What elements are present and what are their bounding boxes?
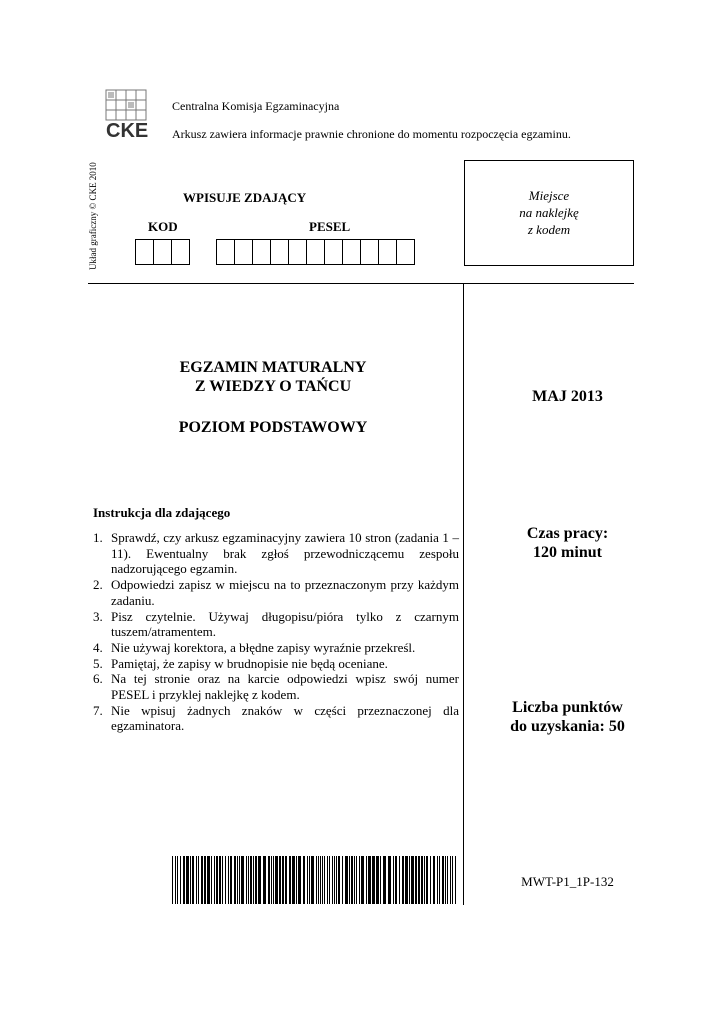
pesel-field[interactable] <box>216 239 414 265</box>
barcode-bar <box>439 856 440 904</box>
pesel-cell[interactable] <box>360 239 379 265</box>
barcode-bar <box>279 856 281 904</box>
list-item: 3. Pisz czytelnie. Używaj długopisu/pióra tylko z czarnym tuszem/atramentem. <box>93 608 459 640</box>
barcode-bar <box>421 856 423 904</box>
barcode-bar <box>307 856 308 904</box>
barcode-bar <box>241 856 244 904</box>
barcode-bar <box>198 856 199 904</box>
barcode-bar <box>275 856 278 904</box>
barcode-bar <box>320 856 321 904</box>
exam-title-line-1: EGZAMIN MATURALNY <box>179 359 367 376</box>
pesel-cell[interactable] <box>342 239 361 265</box>
barcode-bar <box>175 856 176 904</box>
barcode-bar <box>190 856 191 904</box>
barcode-bar <box>376 856 379 904</box>
barcode-bar <box>273 856 274 904</box>
barcode-bar <box>186 856 189 904</box>
barcode-bar <box>418 856 420 904</box>
barcode-bar <box>359 856 360 904</box>
kod-label: KOD <box>148 219 178 234</box>
org-name: Centralna Komisja Egzaminacyjna <box>172 99 340 113</box>
pesel-cell[interactable] <box>270 239 289 265</box>
barcode-bar <box>234 856 236 904</box>
barcode-bar <box>298 856 301 904</box>
barcode-bar <box>228 856 229 904</box>
barcode-bar <box>437 856 438 904</box>
pesel-cell[interactable] <box>324 239 343 265</box>
barcode-bar <box>349 856 350 904</box>
exam-level: POZIOM PODSTAWOWY <box>178 419 368 436</box>
barcode-bar <box>316 856 317 904</box>
time-value: 120 minut <box>533 544 602 561</box>
barcode-bar <box>239 856 240 904</box>
sticker-line-2: na naklejkę <box>519 205 579 220</box>
list-item: 4. Nie używaj korektora, a błędne zapisy wyraźnie przekreśl. <box>93 639 416 655</box>
sticker-line-3: z kodem <box>527 222 571 237</box>
barcode-bar <box>332 856 333 904</box>
pesel-cell[interactable] <box>378 239 397 265</box>
pesel-cell[interactable] <box>306 239 325 265</box>
barcode-bar <box>383 856 386 904</box>
instructions-list <box>93 530 459 734</box>
barcode-bar <box>356 856 357 904</box>
barcode-bar <box>442 856 444 904</box>
barcode <box>172 856 458 904</box>
points-value: do uzyskania: 50 <box>510 718 625 735</box>
barcode-bar <box>271 856 272 904</box>
sticker-box <box>464 160 634 266</box>
barcode-bar <box>318 856 319 904</box>
list-item: 5. Pamiętaj, że zapisy w brudnopisie nie będą oceniane. <box>93 655 388 671</box>
barcode-bar <box>250 856 252 904</box>
barcode-bar <box>303 856 305 904</box>
barcode-bar <box>214 856 215 904</box>
barcode-bar <box>351 856 353 904</box>
cke-logo <box>104 88 150 140</box>
barcode-bar <box>409 856 410 904</box>
barcode-bar <box>309 856 310 904</box>
barcode-bar <box>338 856 340 904</box>
barcode-bar <box>201 856 203 904</box>
barcode-bar <box>424 856 425 904</box>
notice-text: Arkusz zawiera informacje prawnie chronione do momentu rozpoczęcia egzaminu. <box>172 127 571 141</box>
barcode-bar <box>366 856 367 904</box>
logo-text: CKE <box>106 120 149 140</box>
barcode-bar <box>402 856 404 904</box>
pesel-cell[interactable] <box>288 239 307 265</box>
barcode-bar <box>268 856 270 904</box>
pesel-cell[interactable] <box>252 239 271 265</box>
barcode-bar <box>258 856 261 904</box>
kod-field[interactable] <box>135 239 189 265</box>
barcode-bar <box>426 856 428 904</box>
barcode-bar <box>329 856 330 904</box>
barcode-bar <box>430 856 431 904</box>
barcode-bar <box>292 856 295 904</box>
barcode-bar <box>445 856 446 904</box>
barcode-bar <box>311 856 314 904</box>
pesel-cell[interactable] <box>216 239 235 265</box>
barcode-bar <box>253 856 254 904</box>
pesel-label: PESEL <box>309 219 351 234</box>
barcode-bar <box>345 856 348 904</box>
time-label: Czas pracy: <box>526 525 609 542</box>
list-item: 1. Sprawdź, czy arkusz egzaminacyjny zawiera 10 stron (zadania 1 – 11). Ewentualny brak zgłoś przewodniczącemu zespołu nadzorującego egzamin. <box>93 530 459 577</box>
barcode-bar <box>296 856 297 904</box>
list-item: 7. Nie wpisuj żadnych znaków w części przeznaczonej dla egzaminatora. <box>93 702 459 734</box>
barcode-bar <box>207 856 210 904</box>
exam-title-line-2: Z WIEDZY O TAŃCU <box>194 378 352 395</box>
barcode-bar <box>322 856 323 904</box>
barcode-bar <box>177 856 178 904</box>
barcode-bar <box>204 856 206 904</box>
barcode-bar <box>225 856 226 904</box>
barcode-bar <box>289 856 291 904</box>
kod-cell[interactable] <box>153 239 172 265</box>
barcode-bar <box>216 856 218 904</box>
barcode-bar <box>196 856 197 904</box>
barcode-bar <box>354 856 355 904</box>
barcode-bar <box>327 856 328 904</box>
barcode-bar <box>411 856 414 904</box>
barcode-bar <box>455 856 456 904</box>
barcode-bar <box>405 856 408 904</box>
barcode-bar <box>380 856 381 904</box>
barcode-bar <box>263 856 266 904</box>
barcode-bar <box>342 856 343 904</box>
barcode-bar <box>211 856 212 904</box>
barcode-bar <box>450 856 451 904</box>
barcode-bar <box>172 856 173 904</box>
barcode-bar <box>237 856 238 904</box>
barcode-bar <box>183 856 185 904</box>
barcode-bar <box>452 856 453 904</box>
instructions-heading: Instrukcja dla zdającego <box>93 505 231 520</box>
kod-cell[interactable] <box>171 239 190 265</box>
barcode-bar <box>255 856 257 904</box>
barcode-bar <box>372 856 375 904</box>
divider-horizontal <box>88 283 634 284</box>
barcode-bar <box>388 856 391 904</box>
barcode-bar <box>285 856 287 904</box>
barcode-bar <box>222 856 223 904</box>
barcode-bar <box>334 856 335 904</box>
barcode-bar <box>399 856 400 904</box>
barcode-bar <box>180 856 181 904</box>
kod-cell[interactable] <box>135 239 154 265</box>
barcode-bar <box>282 856 284 904</box>
barcode-bar <box>248 856 249 904</box>
pesel-cell[interactable] <box>234 239 253 265</box>
points-label: Liczba punktów <box>512 699 623 716</box>
barcode-bar <box>219 856 221 904</box>
divider-vertical <box>463 283 464 905</box>
sticker-line-1: Miejsce <box>528 188 570 203</box>
barcode-bar <box>192 856 194 904</box>
barcode-bar <box>395 856 397 904</box>
barcode-bar <box>324 856 325 904</box>
list-item: 6. Na tej stronie oraz na karcie odpowiedzi wpisz swój numer PESEL i przyklej naklejkę z kodem. <box>93 671 459 703</box>
barcode-bar <box>433 856 435 904</box>
barcode-bar <box>361 856 364 904</box>
barcode-bar <box>393 856 394 904</box>
list-item: 2. Odpowiedzi zapisz w miejscu na to przeznaczonym przy każdym zadaniu. <box>93 577 459 608</box>
candidate-heading: WPISUJE ZDAJĄCY <box>183 190 307 205</box>
barcode-bar <box>336 856 337 904</box>
exam-code: MWT-P1_1P-132 <box>521 874 614 889</box>
barcode-bar <box>447 856 448 904</box>
barcode-bar <box>230 856 232 904</box>
exam-session: MAJ 2013 <box>532 388 603 405</box>
pesel-cell[interactable] <box>396 239 415 265</box>
copyright-note: Układ graficzny © CKE 2010 <box>88 162 98 270</box>
barcode-bar <box>368 856 371 904</box>
barcode-bar <box>246 856 247 904</box>
barcode-bar <box>415 856 417 904</box>
